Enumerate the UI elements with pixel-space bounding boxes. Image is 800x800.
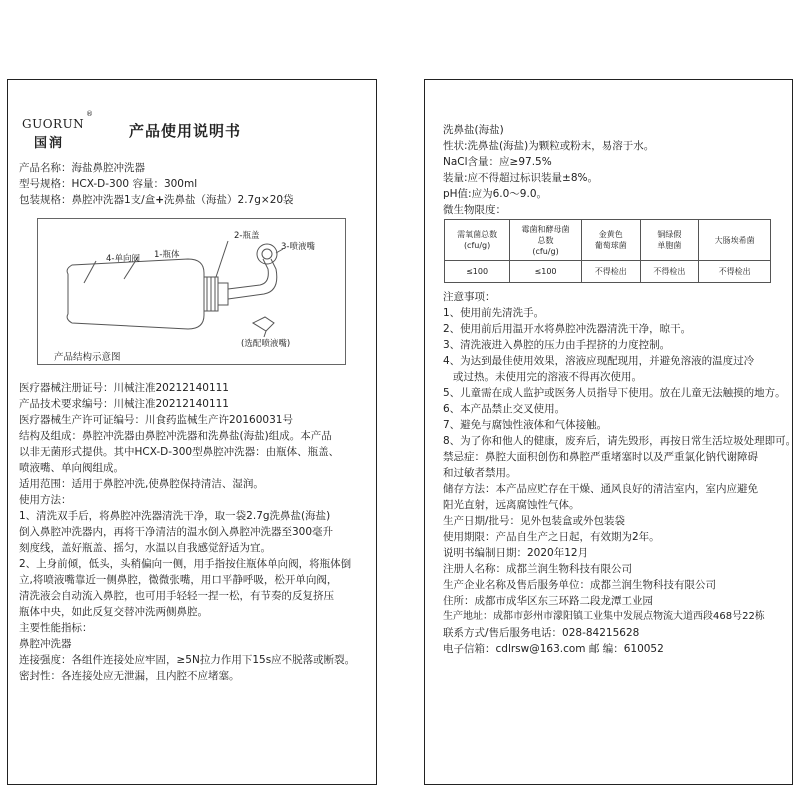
brand-logo-english: GUORUN xyxy=(22,117,85,131)
model-spec: 型号规格：HCX-D-300 容量：300ml xyxy=(19,178,198,190)
table-cell: ≤100 xyxy=(445,261,510,283)
table-cell: 不得检出 xyxy=(581,261,640,283)
label-nozzle: 3-喷液嘴 xyxy=(281,242,315,252)
microbial-limit-heading: 微生物限度： xyxy=(443,204,506,216)
residence-address: 住所：成都市成华区东三环路二段龙潭工业园 xyxy=(443,595,653,607)
usage-step-2-line-2: 立,将喷液嘴靠近一侧鼻腔，微微张嘴，用口平静呼吸，松开单向阀， xyxy=(19,574,338,586)
page-title: 产品使用说明书 xyxy=(129,122,242,140)
connection-strength: 连接强度：各组件连接处应牢固，≥5N拉力作用下15s应不脱落或断裂。 xyxy=(19,654,356,666)
production-address: 生产地址：成都市彭州市濛阳镇工业集中发展点物流大道西段468号22栋 xyxy=(443,611,765,622)
registered-mark: ® xyxy=(86,110,93,118)
table-header-cell: 霉菌和酵母菌 总数 (cfu/g) xyxy=(510,220,582,261)
figure-caption: 产品结构示意图 xyxy=(54,352,121,363)
usage-step-1-line-1: 1、清洗双手后，将鼻腔冲洗器清洗干净，取一袋2.7g洗鼻盐(海盐) xyxy=(19,510,331,522)
label-bottle-cap: 2-瓶盖 xyxy=(234,231,260,241)
precaution-1: 1、使用前先清洗手。 xyxy=(443,307,545,319)
registrant-name: 注册人名称：成都兰润生物科技有限公司 xyxy=(443,563,632,575)
table-header-cell: 需氧菌总数 (cfu/g) xyxy=(445,220,510,261)
table-header-cell: 金黄色 葡萄球菌 xyxy=(581,220,640,261)
service-phone: 联系方式/售后服务电话：028-84215628 xyxy=(443,627,640,639)
production-date: 生产日期/批号：见外包装盒或外包装袋 xyxy=(443,515,626,527)
table-cell: 不得检出 xyxy=(699,261,771,283)
performance-subheading: 鼻腔冲洗器 xyxy=(19,638,72,650)
precaution-5: 5、儿童需在成人监护或医务人员指导下使用。放在儿童无法触摸的地方。 xyxy=(443,387,786,399)
composition-line-1: 结构及组成：鼻腔冲洗器由鼻腔冲洗器和洗鼻盐(海盐)组成。本产品 xyxy=(19,430,332,442)
precaution-4-line-2: 或过热。未使用完的溶液不得再次使用。 xyxy=(443,371,643,383)
registration-number: 医疗器械注册证号：川械注准20212140111 xyxy=(19,382,229,394)
product-structure-figure xyxy=(37,218,346,365)
usage-heading: 使用方法： xyxy=(19,494,72,506)
contraindication-line-1: 禁忌症：鼻腔大面积创伤和鼻腔严重堵塞时以及严重氯化钠代谢障碍 xyxy=(443,451,758,463)
table-header-cell: 铜绿假 单胞菌 xyxy=(640,220,699,261)
ph-value: pH值:应为6.0～9.0。 xyxy=(443,188,547,200)
table-header-cell: 大肠埃希菌 xyxy=(699,220,771,261)
shelf-life: 使用期限：产品自生产之日起，有效期为2年。 xyxy=(443,531,660,543)
precaution-8: 8、为了你和他人的健康，废弃后，请先毁形，再按日常生活垃圾处理即可。 xyxy=(443,435,797,447)
composition-line-2: 以非无菌形式提供。其中HCX-D-300型鼻腔冲洗器：由瓶体、瓶盖、 xyxy=(19,446,340,458)
plus-sign: + xyxy=(155,194,165,206)
performance-heading: 主要性能指标： xyxy=(19,622,93,634)
email-and-postcode: 电子信箱：cdlrsw@163.com 邮 编：610052 xyxy=(443,643,664,655)
precautions-heading: 注意事项： xyxy=(443,291,496,303)
precaution-2: 2、使用前后用温开水将鼻腔冲洗器清洗干净，晾干。 xyxy=(443,323,692,335)
production-license-number: 医疗器械生产许可证编号：川食药监械生产许20160031号 xyxy=(19,414,293,426)
precaution-7: 7、避免与腐蚀性液体和气体接触。 xyxy=(443,419,608,431)
contraindication-line-2: 和过敏者禁用。 xyxy=(443,467,517,479)
precaution-6: 6、本产品禁止交叉使用。 xyxy=(443,403,566,415)
technical-requirement-number: 产品技术要求编号：川械注准20212140111 xyxy=(19,398,229,410)
table-cell: ≤100 xyxy=(510,261,582,283)
label-bottle-body: 1-瓶体 xyxy=(154,250,180,260)
salt-character: 性状:洗鼻盐(海盐)为颗粒或粉末，易溶于水。 xyxy=(443,140,655,152)
package-spec-tail: 洗鼻盐（海盐）2.7g×20袋 xyxy=(164,194,294,206)
microbial-limit-table xyxy=(444,219,771,283)
usage-step-2-line-3: 清洗液会自动流入鼻腔，也可用手轻轻一捏一松，有节奏的反复挤压 xyxy=(19,590,334,602)
product-name: 产品名称：海盐鼻腔冲洗器 xyxy=(19,162,145,174)
precaution-3: 3、清洗液进入鼻腔的压力由手捏挤的力度控制。 xyxy=(443,339,671,351)
manufacturer-name: 生产企业名称及售后服务单位：成都兰润生物科技有限公司 xyxy=(443,579,716,591)
table-cell: 不得检出 xyxy=(640,261,699,283)
label-one-way-valve: 4-单向阀 xyxy=(106,254,140,264)
composition-line-3: 喷液嘴、单向阀组成。 xyxy=(19,462,124,474)
storage-line-2: 阳光直射，远离腐蚀性气体。 xyxy=(443,499,580,511)
brand-logo-chinese: 国润 xyxy=(34,136,65,151)
usage-step-1-line-2: 倒入鼻腔冲洗器内，再将干净清洁的温水倒入鼻腔冲洗器至300毫升 xyxy=(19,526,334,538)
filling-amount: 装量:应不得超过标识装量±8%。 xyxy=(443,172,598,184)
usage-step-1-line-3: 刻度线，盖好瓶盖、摇匀，水温以自我感觉舒适为宜。 xyxy=(19,542,271,554)
package-spec xyxy=(19,192,294,208)
package-spec-head: 包装规格：鼻腔冲洗器1支/盒 xyxy=(19,194,156,206)
table-row xyxy=(445,261,771,283)
usage-step-2-line-4: 瓶体中央，如此反复交替冲洗两侧鼻腔。 xyxy=(19,606,208,618)
table-header-row xyxy=(445,220,771,261)
compile-date: 说明书编制日期：2020年12月 xyxy=(443,547,589,559)
scope-of-application: 适用范围：适用于鼻腔冲洗,使鼻腔保持清洁、湿润。 xyxy=(19,478,264,490)
sealing: 密封性：各连接处应无泄漏，且内腔不应堵塞。 xyxy=(19,670,240,682)
usage-step-2-line-1: 2、上身前倾，低头，头稍偏向一侧，用手指按住瓶体单向阀，将瓶体倒 xyxy=(19,558,352,570)
label-optional-nozzle: (选配喷液嘴) xyxy=(241,339,291,349)
salt-heading: 洗鼻盐(海盐) xyxy=(443,124,504,136)
storage-line-1: 储存方法：本产品应贮存在干燥、通风良好的清洁室内，室内应避免 xyxy=(443,483,758,495)
precaution-4-line-1: 4、为达到最佳使用效果，溶液应现配现用，并避免溶液的温度过冷 xyxy=(443,355,755,367)
nacl-content: NaCl含量：应≥97.5% xyxy=(443,156,552,168)
